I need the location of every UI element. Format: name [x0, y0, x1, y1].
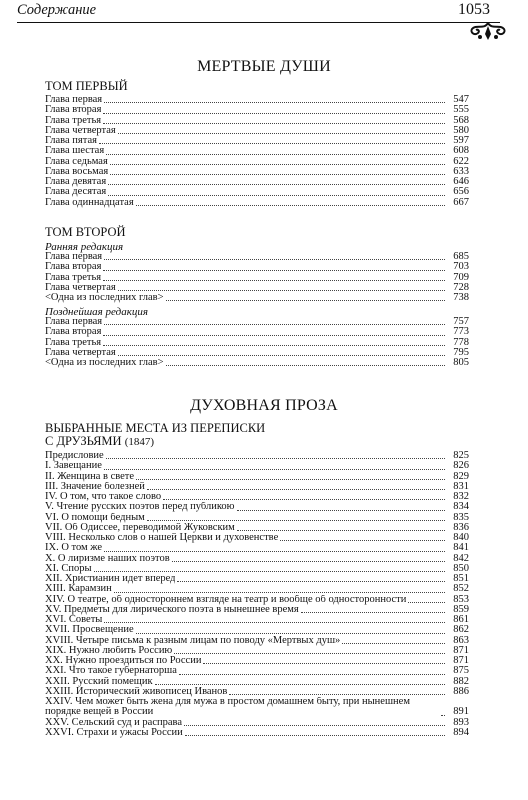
toc-entry: [45, 564, 469, 574]
toc-entry: [45, 327, 469, 337]
toc-entry-title: Глава третья: [45, 115, 102, 126]
dot-leader: [103, 270, 445, 271]
toc-entry-page: 835: [453, 511, 469, 523]
toc-entry-page: 851: [453, 573, 469, 584]
toc-entry-title: VII. Об Одиссее, переводимой Жуковским: [45, 522, 235, 533]
dot-leader: [166, 365, 445, 366]
toc-entry-title: XXVI. Страхи и ужасы России: [45, 727, 183, 738]
dot-leader: [118, 133, 445, 134]
toc-entry-page: 886: [453, 685, 469, 697]
toc-entry-page: 842: [453, 552, 469, 564]
toc-entry-page: 894: [453, 726, 469, 738]
toc-entry: [45, 666, 469, 676]
dot-leader: [229, 694, 445, 695]
dot-leader: [184, 725, 445, 726]
toc-entry-page: 882: [453, 675, 469, 687]
toc-entry: [45, 136, 469, 146]
toc-entry-title: X. О лиризме наших поэтов: [45, 553, 170, 564]
section-title-spiritual-prose: ДУХОВНАЯ ПРОЗА: [190, 397, 338, 414]
toc-entry: [45, 677, 469, 687]
toc-entry-title: <Одна из последних глав>: [45, 358, 164, 368]
toc-entry-title: VI. О помощи бедным: [45, 512, 145, 523]
toc-entry-page: 667: [453, 196, 469, 208]
dot-leader: [110, 174, 445, 175]
toc-entry: [45, 461, 469, 471]
dot-leader: [237, 530, 445, 531]
dot-leader: [441, 715, 445, 716]
toc-entry-page: 871: [453, 655, 469, 666]
dot-leader: [103, 123, 445, 124]
ornament-icon: [468, 20, 508, 42]
toc-entry: [45, 177, 469, 187]
toc-entry-title: Глава одиннадцатая: [45, 197, 134, 208]
toc-entry-page: 547: [453, 94, 469, 105]
dot-leader: [110, 164, 445, 165]
dot-leader: [177, 581, 445, 582]
toc-entry: [45, 252, 469, 262]
volume-title-2: ТОМ ВТОРОЙ: [45, 225, 126, 239]
toc-entry-title: XXII. Русский помещик: [45, 676, 153, 687]
toc-entry-page: 646: [453, 176, 469, 187]
toc-entry-title: Глава первая: [45, 317, 103, 327]
toc-entry: [45, 167, 469, 177]
toc-entry: [45, 116, 469, 126]
toc-entry: [45, 718, 469, 728]
book-title-line-2: С ДРУЗЬЯМИ: [45, 434, 122, 448]
dot-leader: [172, 561, 445, 562]
toc-entry: [45, 283, 469, 293]
toc-entry: [45, 273, 469, 283]
toc-entry-page: 656: [453, 186, 469, 198]
toc-entry-page: 608: [453, 145, 469, 157]
toc-entry-page: 597: [453, 135, 469, 146]
toc-entry-title: XI. Споры: [45, 563, 92, 574]
dot-leader: [203, 663, 445, 664]
toc-entry-page: 859: [453, 603, 469, 615]
toc-entry-title: III. Значение болезней: [45, 481, 145, 492]
toc-entry-title: Глава четвертая: [45, 347, 116, 358]
dot-leader: [104, 622, 445, 623]
toc-entry-title: XVIII. Четыре письма к разным лицам по поводу «Мертвых душ»: [45, 635, 341, 646]
toc-entry-page: 875: [453, 665, 469, 677]
toc-entry-page: 580: [453, 124, 469, 136]
toc-entry: [45, 317, 469, 327]
toc-entry: [45, 697, 469, 718]
toc-entry: [45, 523, 469, 533]
toc-entry-title: XXIII. Исторический живописец Иванов: [45, 686, 228, 697]
toc-entry-page: 853: [453, 593, 469, 605]
toc-entry-page: 568: [453, 114, 469, 126]
dot-leader: [166, 300, 445, 301]
toc-entry: [45, 595, 469, 605]
toc-entry-title: Глава пятая: [45, 136, 97, 146]
dot-leader: [155, 684, 445, 685]
toc-entry-title: Глава вторая: [45, 327, 102, 338]
toc-entry-title: <Одна из последних глав>: [45, 293, 164, 303]
toc-entry: [45, 543, 469, 553]
dot-leader: [147, 520, 445, 521]
toc-entry-page: 825: [453, 450, 469, 461]
toc-entry-title: Глава четвертая: [45, 282, 116, 293]
dot-leader: [104, 259, 445, 260]
dot-leader: [136, 205, 445, 206]
toc-entry-title: XXI. Что такое губернаторша: [45, 666, 177, 677]
dot-leader: [94, 571, 445, 572]
book-title: [45, 422, 265, 449]
toc-entry: [45, 348, 469, 358]
dot-leader: [147, 489, 445, 490]
toc-list-early-edition: [45, 252, 469, 303]
toc-entry-title: Предисловие: [45, 451, 104, 461]
header-title: Содержание: [17, 2, 97, 18]
dot-leader: [163, 499, 445, 500]
toc-entry-page: 685: [453, 251, 469, 262]
toc-list-volume-1: [45, 95, 469, 208]
section-title-dead-souls: МЕРТВЫЕ ДУШИ: [197, 58, 331, 75]
toc-entry-title: XXIV. Чем может быть жена для мужа в простом домашнем быту, при нынешнем порядке вещей в России: [45, 697, 410, 718]
dot-leader: [103, 280, 445, 281]
toc-entry: [45, 574, 469, 584]
toc-entry: [45, 482, 469, 492]
toc-entry: [45, 625, 469, 635]
toc-entry-page: 757: [453, 316, 469, 327]
dot-leader: [108, 184, 445, 185]
toc-entry: [45, 656, 469, 666]
dot-leader: [179, 674, 445, 675]
dot-leader: [342, 643, 445, 644]
toc-entry-title: Глава третья: [45, 272, 102, 283]
toc-entry-page: 834: [453, 501, 469, 513]
toc-entry-page: 778: [453, 336, 469, 348]
toc-entry-title: Глава восьмая: [45, 166, 109, 177]
toc-entry: [45, 687, 469, 697]
toc-entry-page: 832: [453, 491, 469, 502]
toc-entry-title: Глава седьмая: [45, 156, 108, 167]
toc-entry-title: Глава вторая: [45, 262, 102, 273]
toc-entry: [45, 262, 469, 272]
toc-entry-title: Глава девятая: [45, 177, 107, 187]
toc-entry-page: 703: [453, 261, 469, 273]
volume-title-1: ТОМ ПЕРВЫЙ: [45, 79, 128, 93]
toc-entry: [45, 472, 469, 482]
toc-entry-title: II. Женщина в свете: [45, 471, 135, 482]
dot-leader: [104, 469, 445, 470]
toc-entry-title: XIX. Нужно любить Россию: [45, 645, 173, 656]
toc-entry: [45, 293, 469, 303]
toc-entry-title: XV. Предметы для лирического поэта в нынешнее время: [45, 604, 299, 615]
toc-entry-title: IV. О том, что такое слово: [45, 492, 162, 502]
dot-leader: [106, 458, 445, 459]
toc-entry-title: IX. О том же: [45, 543, 103, 554]
header-rule: [17, 22, 500, 23]
edition-title-early: Ранняя редакция: [45, 241, 124, 253]
toc-entry-page: 841: [453, 542, 469, 554]
toc-entry-title: XVI. Советы: [45, 615, 103, 625]
toc-entry: [45, 198, 469, 208]
dot-leader: [103, 345, 445, 346]
toc-entry: [45, 636, 469, 646]
toc-entry-page: 852: [453, 583, 469, 595]
toc-entry-page: 633: [453, 165, 469, 177]
toc-entry-page: 893: [453, 716, 469, 728]
toc-entry-title: Глава первая: [45, 252, 103, 262]
toc-entry: [45, 126, 469, 136]
toc-entry-page: 863: [453, 634, 469, 646]
toc-entry: [45, 584, 469, 594]
toc-entry: [45, 451, 469, 461]
toc-entry-page: 728: [453, 281, 469, 293]
toc-entry-title: XVII. Просвещение: [45, 625, 134, 636]
toc-entry-page: 773: [453, 326, 469, 338]
toc-entry: [45, 513, 469, 523]
dot-leader: [280, 540, 445, 541]
toc-entry-page: 826: [453, 460, 469, 472]
dot-leader: [114, 592, 445, 593]
toc-entry-page: 829: [453, 470, 469, 482]
dot-leader: [104, 324, 445, 325]
toc-entry-page: 850: [453, 562, 469, 574]
toc-entry-page: 891: [453, 706, 469, 718]
toc-entry-title: XIII. Карамзин: [45, 584, 112, 595]
toc-entry-title: V. Чтение русских поэтов перед публикою: [45, 502, 235, 513]
dot-leader: [118, 355, 445, 356]
toc-entry: [45, 146, 469, 156]
toc-entry-page: 555: [453, 104, 469, 116]
edition-title-late: Позднейшая редакция: [45, 306, 148, 318]
page-number: 1053: [458, 1, 490, 18]
toc-entry: [45, 615, 469, 625]
book-title-line-1: ВЫБРАННЫЕ МЕСТА ИЗ ПЕРЕПИСКИ: [45, 421, 266, 435]
toc-entry-title: Глава четвертая: [45, 125, 116, 136]
toc-entry-title: XIV. О театре, об одностороннем взгляде на театр и вообще об односторонности: [45, 594, 407, 605]
toc-entry-page: 831: [453, 480, 469, 492]
toc-entry: [45, 358, 469, 368]
dot-leader: [103, 113, 445, 114]
toc-entry: [45, 187, 469, 197]
toc-entry-page: 805: [453, 357, 469, 368]
dot-leader: [174, 653, 445, 654]
dot-leader: [408, 602, 445, 603]
toc-entry: [45, 105, 469, 115]
toc-entry-title: Глава десятая: [45, 187, 107, 198]
toc-entry-title: XXV. Сельский суд и расправа: [45, 717, 182, 728]
toc-entry-title: XX. Нужно проездиться по России: [45, 656, 202, 666]
toc-entry: [45, 338, 469, 348]
toc-entry-page: 709: [453, 271, 469, 283]
toc-entry: [45, 492, 469, 502]
dot-leader: [136, 633, 445, 634]
toc-entry: [45, 95, 469, 105]
toc-entry: [45, 533, 469, 543]
book-year: (1847): [124, 436, 155, 448]
toc-entry-title: Глава третья: [45, 337, 102, 348]
toc-entry: [45, 157, 469, 167]
toc-entry: [45, 502, 469, 512]
dot-leader: [237, 510, 446, 511]
toc-entry-page: 836: [453, 521, 469, 533]
toc-entry-page: 862: [453, 624, 469, 636]
dot-leader: [106, 154, 445, 155]
toc-entry-page: 861: [453, 614, 469, 625]
toc-entry-title: VIII. Несколько слов о нашей Церкви и духовенстве: [45, 533, 279, 543]
toc-entry-title: Глава первая: [45, 95, 103, 105]
dot-leader: [108, 195, 445, 196]
toc-entry: [45, 605, 469, 615]
dot-leader: [118, 290, 445, 291]
toc-list-selected-passages: [45, 451, 469, 738]
dot-leader: [104, 102, 445, 103]
toc-entry-title: Глава шестая: [45, 146, 105, 157]
toc-entry: [45, 728, 469, 738]
toc-entry-title: I. Завещание: [45, 461, 102, 472]
dot-leader: [301, 612, 445, 613]
toc-entry: [45, 646, 469, 656]
toc-entry-page: 871: [453, 644, 469, 656]
toc-entry-title: XII. Христианин идет вперед: [45, 574, 176, 584]
toc-entry-page: 738: [453, 292, 469, 303]
dot-leader: [136, 479, 445, 480]
toc-list-late-edition: [45, 317, 469, 368]
dot-leader: [104, 551, 445, 552]
toc-entry-page: 840: [453, 532, 469, 543]
dot-leader: [103, 335, 445, 336]
toc-entry: [45, 554, 469, 564]
toc-entry-page: 622: [453, 155, 469, 167]
dot-leader: [185, 735, 445, 736]
dot-leader: [99, 143, 445, 144]
toc-entry-title: Глава вторая: [45, 105, 102, 116]
toc-entry-page: 795: [453, 346, 469, 358]
